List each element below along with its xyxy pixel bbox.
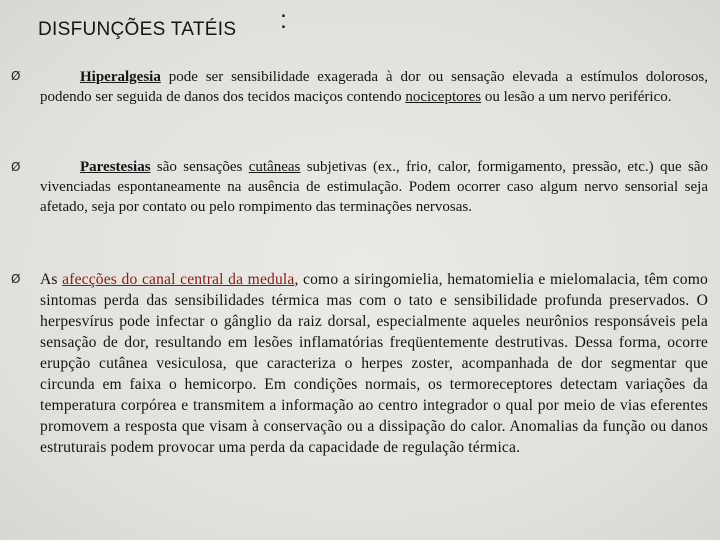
paragraph-text: As: [40, 271, 63, 288]
paragraph-text: pode ser sensibilidade exagerada à dor ou sensação elevada a estímulos dolorosos, podendo ser seguida de danos dos tecidos maciços contendo: [40, 69, 708, 105]
bullet-arrow-icon: Ø: [11, 69, 21, 83]
link-cutaneas[interactable]: cutâneas: [248, 159, 301, 175]
bullet-arrow-icon: Ø: [11, 272, 21, 286]
bullet-arrow-icon: Ø: [11, 160, 21, 174]
term-hiperalgesia: Hiperalgesia: [80, 69, 161, 85]
paragraph-parestesias: [40, 157, 708, 217]
paragraph-text: subjetivas (ex., frio, calor, formigamento, pressão, etc.) que são vivenciadas espontaneamente na ausência de estimulação. Podem ocorrer caso algum nervo sensorial seja afetado, seja por contato ou pelo rompimento das terminações nervosas.: [40, 159, 709, 215]
paragraph-hiperalgesia: [40, 67, 708, 107]
paragraph-text: , como a siringomielia, hematomielia e mielomalacia, têm como sintomas perda das sensibilidades térmica mas com o tato e sensibilidade profunda preservados. O herpesvírus pode infectar o gânglio da raiz dorsal, especialmente aqueles neurônios responsáveis pela sensação de dor, resultando em lesões inflamatórias freqüentemente destrutivas. Dessa forma, ocorre erupção cutânea vesiculosa, que caracteriza o herpes zoster, acompanhada de dor segmentar que circunda em faixa o hemicorpo. Em condições normais, os termoreceptores detectam variações da temperatura corpórea e transmitem a informação ao centro integrador o qual por meio de vias eferentes promovem a resposta que visam à conservação ou a dissipação do calor. Anomalias da função ou danos estruturais podem provocar uma perda da capacidade de regulação térmica.: [40, 271, 708, 456]
link-afeccoes-canal-central[interactable]: afecções do canal central da medula: [62, 271, 295, 288]
paragraph-text: ou lesão a um nervo periférico.: [481, 89, 672, 105]
term-parestesias: Parestesias: [80, 159, 151, 175]
link-nociceptores[interactable]: nociceptores: [405, 89, 482, 105]
paragraph-afeccoes: [40, 269, 708, 458]
paragraph-text: são sensações: [150, 159, 249, 175]
slide-title: DISFUNÇÕES TATÉIS: [38, 19, 237, 40]
title-colon: :: [280, 6, 287, 34]
